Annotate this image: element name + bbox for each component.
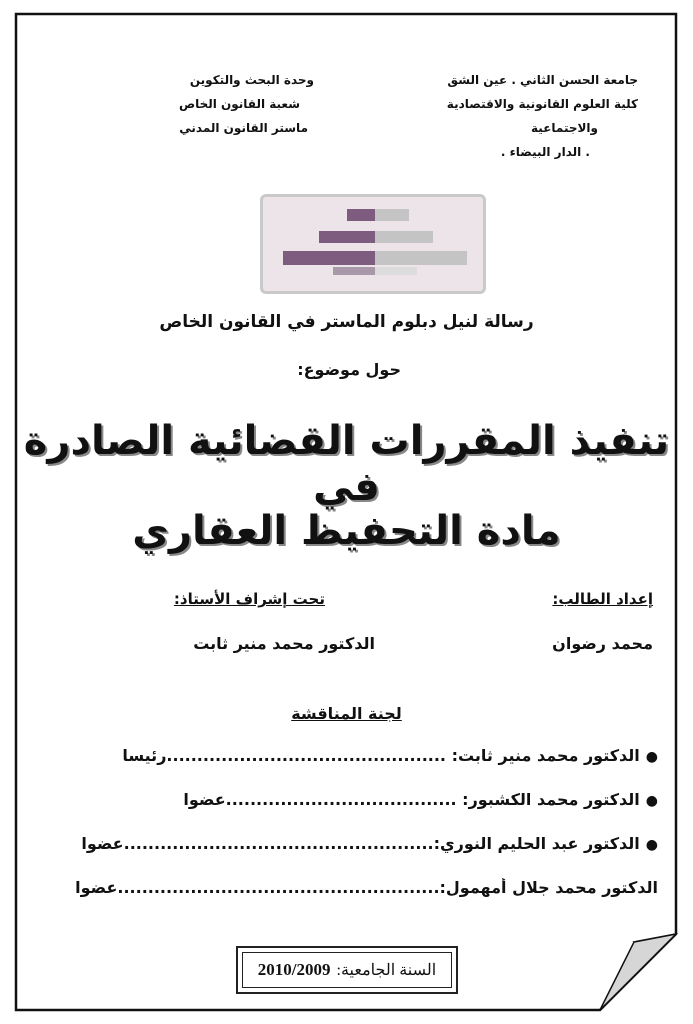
bullet-icon: ● <box>645 837 658 853</box>
supervisor-label: تحت إشراف الأستاذ: <box>173 590 325 608</box>
academic-year-box <box>236 946 458 994</box>
member-name: الدكتور محمد الكشبور: <box>456 790 640 809</box>
member-name: الدكتور محمد منير ثابت: <box>446 746 640 765</box>
topic-label-text: حول موضوع: <box>297 360 401 379</box>
academic-year-inner <box>242 952 452 988</box>
committee-title: لجنة المناقشة <box>291 704 402 723</box>
bullet-icon: ● <box>645 749 658 765</box>
member-role: عضوا <box>183 790 226 809</box>
unit-line: ماستر القانون المدني <box>179 121 308 135</box>
leader-dots: ...................................... <box>225 790 457 809</box>
committee-member <box>60 834 658 853</box>
university-line: والاجتماعية <box>531 121 598 135</box>
academic-year-label: السنة الجامعية: <box>336 962 437 979</box>
committee-member <box>60 746 658 765</box>
unit-header <box>130 68 314 140</box>
student-label: إعداد الطالب: <box>552 590 653 608</box>
university-logo <box>260 194 486 294</box>
unit-line: وحدة البحث والتكوين <box>189 73 314 87</box>
bullet-icon: ● <box>645 793 658 809</box>
member-name: الدكتور عبد الحليم النوري: <box>433 834 640 853</box>
leader-dots: ................................................... <box>123 834 434 853</box>
stair-logo-icon <box>263 197 483 291</box>
thesis-title-line1: تنفيذ المقررات القضائية الصادرة في <box>23 418 670 510</box>
thesis-purpose: رسالة لنيل دبلوم الماستر في القانون الخاص <box>159 312 534 332</box>
unit-line: شعبة القانون الخاص <box>178 97 300 111</box>
leader-dots: .............................................. <box>166 746 446 765</box>
member-role: عضوا <box>81 834 124 853</box>
academic-year-value: 2010/2009 <box>257 960 331 979</box>
committee-member <box>60 878 658 897</box>
thesis-title-line2: مادة التحفيظ العقاري <box>132 508 561 554</box>
member-name: الدكتور محمد جلال أمهمول: <box>439 878 658 897</box>
student-name: محمد رضوان <box>552 634 653 653</box>
supervisor-name: الدكتور محمد منير ثابت <box>193 634 375 653</box>
committee-member <box>60 790 658 809</box>
member-role: رئيسا <box>122 746 167 765</box>
leader-dots: ..................................................... <box>117 878 440 897</box>
university-line: . الدار البيضاء . <box>500 145 590 159</box>
member-role: عضوا <box>75 878 118 897</box>
university-header <box>446 68 638 164</box>
university-line: جامعة الحسن الثاني . عين الشق <box>447 73 638 87</box>
university-line: كلية العلوم القانونية والاقتصادية <box>446 97 638 111</box>
